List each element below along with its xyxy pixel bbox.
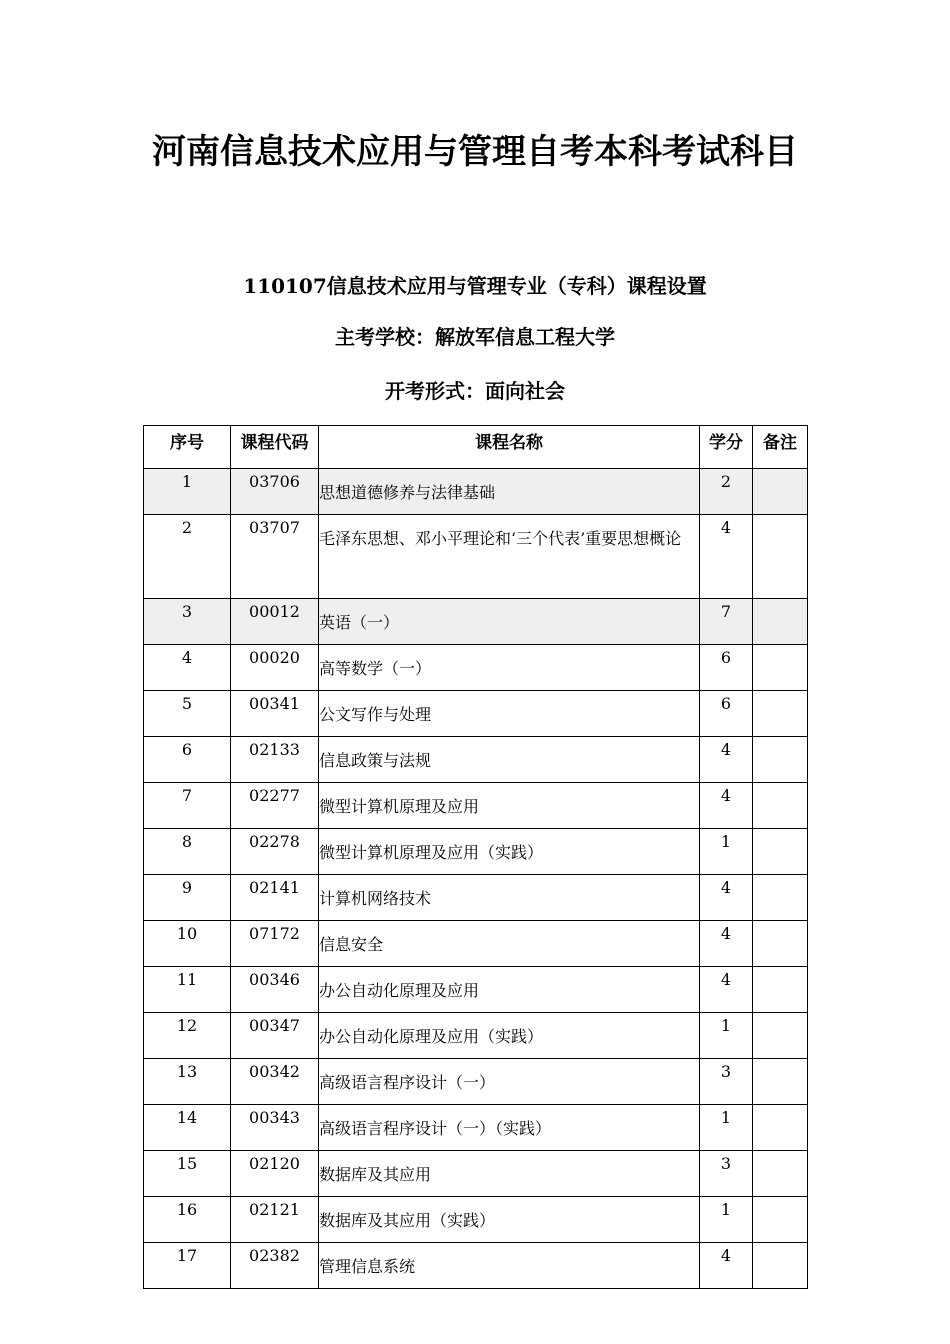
cell-credit: 3: [700, 1059, 753, 1105]
table-row: [144, 921, 808, 967]
cell-note: [753, 1243, 808, 1289]
cell-seq: 4: [144, 645, 231, 691]
cell-code: 02382: [231, 1243, 319, 1289]
cell-code: 00020: [231, 645, 319, 691]
page-title: 河南信息技术应用与管理自考本科考试科目: [152, 132, 798, 172]
cell-note: [753, 469, 808, 515]
table-row: [144, 829, 808, 875]
cell-credit: 4: [700, 515, 753, 599]
cell-course-name: 管理信息系统: [319, 1243, 700, 1289]
table-row: [144, 783, 808, 829]
header-note: 备注: [753, 426, 808, 469]
cell-note: [753, 829, 808, 875]
cell-seq: 10: [144, 921, 231, 967]
table-row: [144, 645, 808, 691]
cell-credit: 4: [700, 921, 753, 967]
cell-seq: 15: [144, 1151, 231, 1197]
cell-note: [753, 1059, 808, 1105]
cell-note: [753, 645, 808, 691]
cell-seq: 9: [144, 875, 231, 921]
cell-note: [753, 1105, 808, 1151]
cell-seq: 6: [144, 737, 231, 783]
cell-credit: 6: [700, 691, 753, 737]
cell-code: 00341: [231, 691, 319, 737]
cell-seq: 11: [144, 967, 231, 1013]
table-row: [144, 1105, 808, 1151]
cell-note: [753, 1197, 808, 1243]
cell-course-name: 英语（一）: [319, 599, 700, 645]
cell-note: [753, 691, 808, 737]
cell-course-name: 办公自动化原理及应用: [319, 967, 700, 1013]
cell-note: [753, 515, 808, 599]
cell-course-name: 信息安全: [319, 921, 700, 967]
table-row: [144, 1059, 808, 1105]
cell-note: [753, 1151, 808, 1197]
cell-credit: 2: [700, 469, 753, 515]
cell-code: 02278: [231, 829, 319, 875]
cell-note: [753, 737, 808, 783]
cell-code: 07172: [231, 921, 319, 967]
cell-course-name: 计算机网络技术: [319, 875, 700, 921]
header-credit: 学分: [700, 426, 753, 469]
cell-code: 00012: [231, 599, 319, 645]
cell-code: 00347: [231, 1013, 319, 1059]
cell-note: [753, 921, 808, 967]
cell-credit: 4: [700, 737, 753, 783]
cell-seq: 2: [144, 515, 231, 599]
cell-course-name: 微型计算机原理及应用: [319, 783, 700, 829]
table-row: [144, 875, 808, 921]
school-line: 主考学校：解放军信息工程大学: [335, 325, 615, 349]
cell-credit: 6: [700, 645, 753, 691]
cell-course-name: 高级语言程序设计（一）（实践）: [319, 1105, 700, 1151]
cell-course-name: 信息政策与法规: [319, 737, 700, 783]
cell-course-name: 高级语言程序设计（一）: [319, 1059, 700, 1105]
cell-seq: 7: [144, 783, 231, 829]
cell-seq: 13: [144, 1059, 231, 1105]
cell-code: 02277: [231, 783, 319, 829]
cell-code: 00346: [231, 967, 319, 1013]
table-header-row: [144, 426, 808, 469]
program-subtitle: 110107信息技术应用与管理专业（专科）课程设置: [243, 274, 707, 298]
cell-course-name: 毛泽东思想、邓小平理论和‘三个代表’重要思想概论: [319, 515, 700, 599]
cell-course-name: 微型计算机原理及应用（实践）: [319, 829, 700, 875]
table-row: [144, 1151, 808, 1197]
cell-code: 00342: [231, 1059, 319, 1105]
cell-seq: 8: [144, 829, 231, 875]
cell-seq: 14: [144, 1105, 231, 1151]
cell-code: 02141: [231, 875, 319, 921]
header-code: 课程代码: [231, 426, 319, 469]
cell-credit: 3: [700, 1151, 753, 1197]
cell-note: [753, 599, 808, 645]
cell-note: [753, 783, 808, 829]
cell-credit: 1: [700, 1197, 753, 1243]
cell-course-name: 办公自动化原理及应用（实践）: [319, 1013, 700, 1059]
table-row: [144, 515, 808, 599]
cell-credit: 4: [700, 783, 753, 829]
cell-code: 02133: [231, 737, 319, 783]
table-row: [144, 1013, 808, 1059]
cell-credit: 1: [700, 1105, 753, 1151]
cell-seq: 16: [144, 1197, 231, 1243]
cell-seq: 5: [144, 691, 231, 737]
cell-credit: 1: [700, 829, 753, 875]
header-seq: 序号: [144, 426, 231, 469]
cell-course-name: 思想道德修养与法律基础: [319, 469, 700, 515]
table-row: [144, 1197, 808, 1243]
table-row: [144, 599, 808, 645]
cell-seq: 17: [144, 1243, 231, 1289]
table-row: [144, 469, 808, 515]
cell-credit: 4: [700, 875, 753, 921]
cell-code: 00343: [231, 1105, 319, 1151]
cell-seq: 1: [144, 469, 231, 515]
cell-course-name: 数据库及其应用（实践）: [319, 1197, 700, 1243]
table-row: [144, 1243, 808, 1289]
cell-credit: 4: [700, 1243, 753, 1289]
cell-code: 02120: [231, 1151, 319, 1197]
cell-course-name: 公文写作与处理: [319, 691, 700, 737]
table-row: [144, 967, 808, 1013]
cell-course-name: 数据库及其应用: [319, 1151, 700, 1197]
exam-form-line: 开考形式：面向社会: [385, 379, 565, 403]
header-name: 课程名称: [319, 426, 700, 469]
cell-note: [753, 1013, 808, 1059]
cell-credit: 1: [700, 1013, 753, 1059]
cell-seq: 12: [144, 1013, 231, 1059]
cell-seq: 3: [144, 599, 231, 645]
cell-code: 03707: [231, 515, 319, 599]
cell-credit: 7: [700, 599, 753, 645]
cell-course-name: 高等数学（一）: [319, 645, 700, 691]
cell-code: 03706: [231, 469, 319, 515]
cell-credit: 4: [700, 967, 753, 1013]
table-row: [144, 691, 808, 737]
cell-note: [753, 875, 808, 921]
cell-note: [753, 967, 808, 1013]
course-table: [143, 425, 808, 1289]
table-row: [144, 737, 808, 783]
cell-code: 02121: [231, 1197, 319, 1243]
